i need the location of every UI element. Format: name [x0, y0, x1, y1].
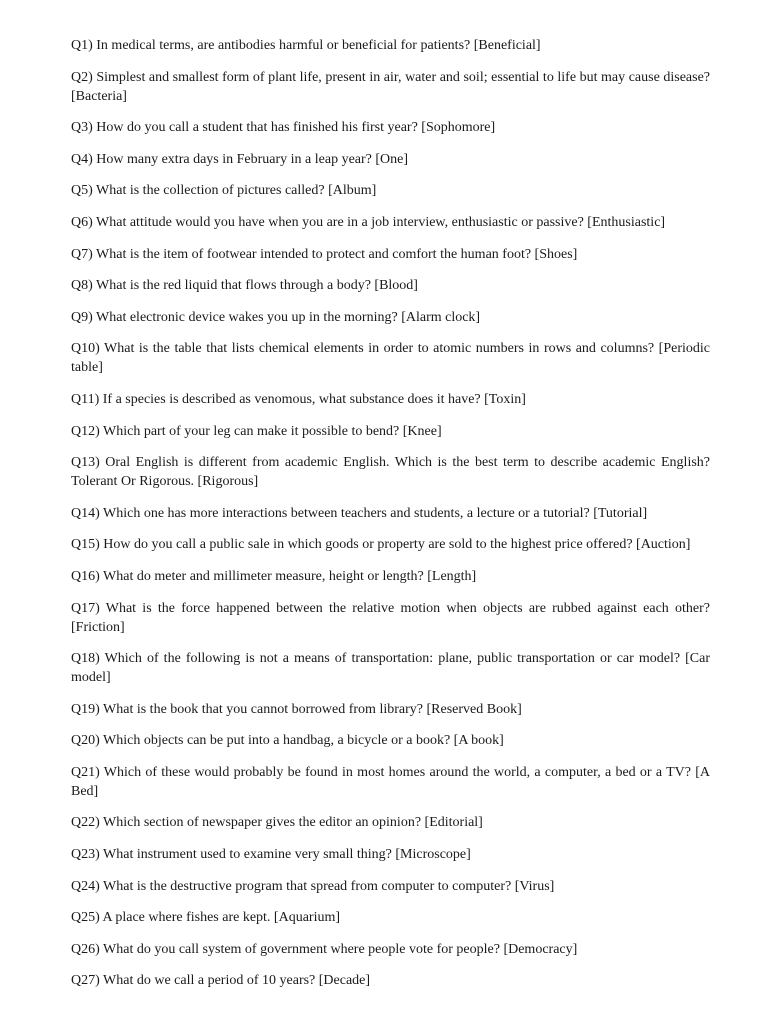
- question-item: Q19) What is the book that you cannot borrowed from library? [Reserved Book]: [71, 701, 522, 717]
- question-item: Q16) What do meter and millimeter measure, height or length? [Length]: [71, 568, 477, 584]
- question-item: Q26) What do you call system of government where people vote for people? [Democracy]: [71, 941, 578, 957]
- question-item: Q22) Which section of newspaper gives the editor an opinion? [Editorial]: [71, 815, 483, 831]
- question-item: Q12) Which part of your leg can make it possible to bend? [Knee]: [71, 423, 442, 439]
- question-item: Q13) Oral English is different from academic English. Which is the best term to describe academic English? Tolerant Or Rigorous. [Rigorous]: [71, 455, 710, 490]
- question-item: Q15) How do you call a public sale in which goods or property are sold to the highest price offered? [Auction]: [71, 537, 691, 553]
- question-item: Q7) What is the item of footwear intended to protect and comfort the human foot? [Shoes]: [71, 246, 578, 262]
- question-item: Q2) Simplest and smallest form of plant life, present in air, water and soil; essential to life but may cause disease? [Bacteria]: [71, 69, 710, 104]
- question-item: Q23) What instrument used to examine very small thing? [Microscope]: [71, 847, 471, 863]
- question-item: Q1) In medical terms, are antibodies harmful or beneficial for patients? [Beneficial]: [71, 38, 541, 53]
- question-item: Q17) What is the force happened between the relative motion when objects are rubbed against each other? [Friction]: [71, 600, 710, 635]
- question-item: Q21) Which of these would probably be found in most homes around the world, a computer, a bed or a TV? [A Bed]: [71, 764, 710, 799]
- question-item: Q18) Which of the following is not a means of transportation: plane, public transportation or car model? [Car model]: [71, 651, 710, 686]
- question-item: Q9) What electronic device wakes you up in the morning? [Alarm clock]: [71, 309, 481, 325]
- question-item: Q6) What attitude would you have when you are in a job interview, enthusiastic or passive? [Enthusiastic]: [71, 214, 666, 230]
- question-item: Q24) What is the destructive program that spread from computer to computer? [Virus]: [71, 878, 555, 894]
- question-item: Q11) If a species is described as venomous, what substance does it have? [Toxin]: [71, 391, 526, 407]
- question-item: Q14) Which one has more interactions between teachers and students, a lecture or a tutorial? [Tutorial]: [71, 505, 648, 521]
- question-item: Q5) What is the collection of pictures called? [Album]: [71, 183, 377, 199]
- question-item: Q20) Which objects can be put into a handbag, a bicycle or a book? [A book]: [71, 733, 504, 749]
- question-item: Q10) What is the table that lists chemical elements in order to atomic numbers in rows and columns? [Periodic table]: [71, 341, 710, 376]
- question-item: Q8) What is the red liquid that flows through a body? [Blood]: [71, 278, 418, 294]
- question-item: Q4) How many extra days in February in a leap year? [One]: [71, 151, 409, 167]
- question-list: [71, 36, 710, 990]
- question-item: Q3) How do you call a student that has finished his first year? [Sophomore]: [71, 120, 496, 136]
- question-item: Q27) What do we call a period of 10 years? [Decade]: [71, 973, 371, 989]
- question-item: Q25) A place where fishes are kept. [Aquarium]: [71, 910, 341, 926]
